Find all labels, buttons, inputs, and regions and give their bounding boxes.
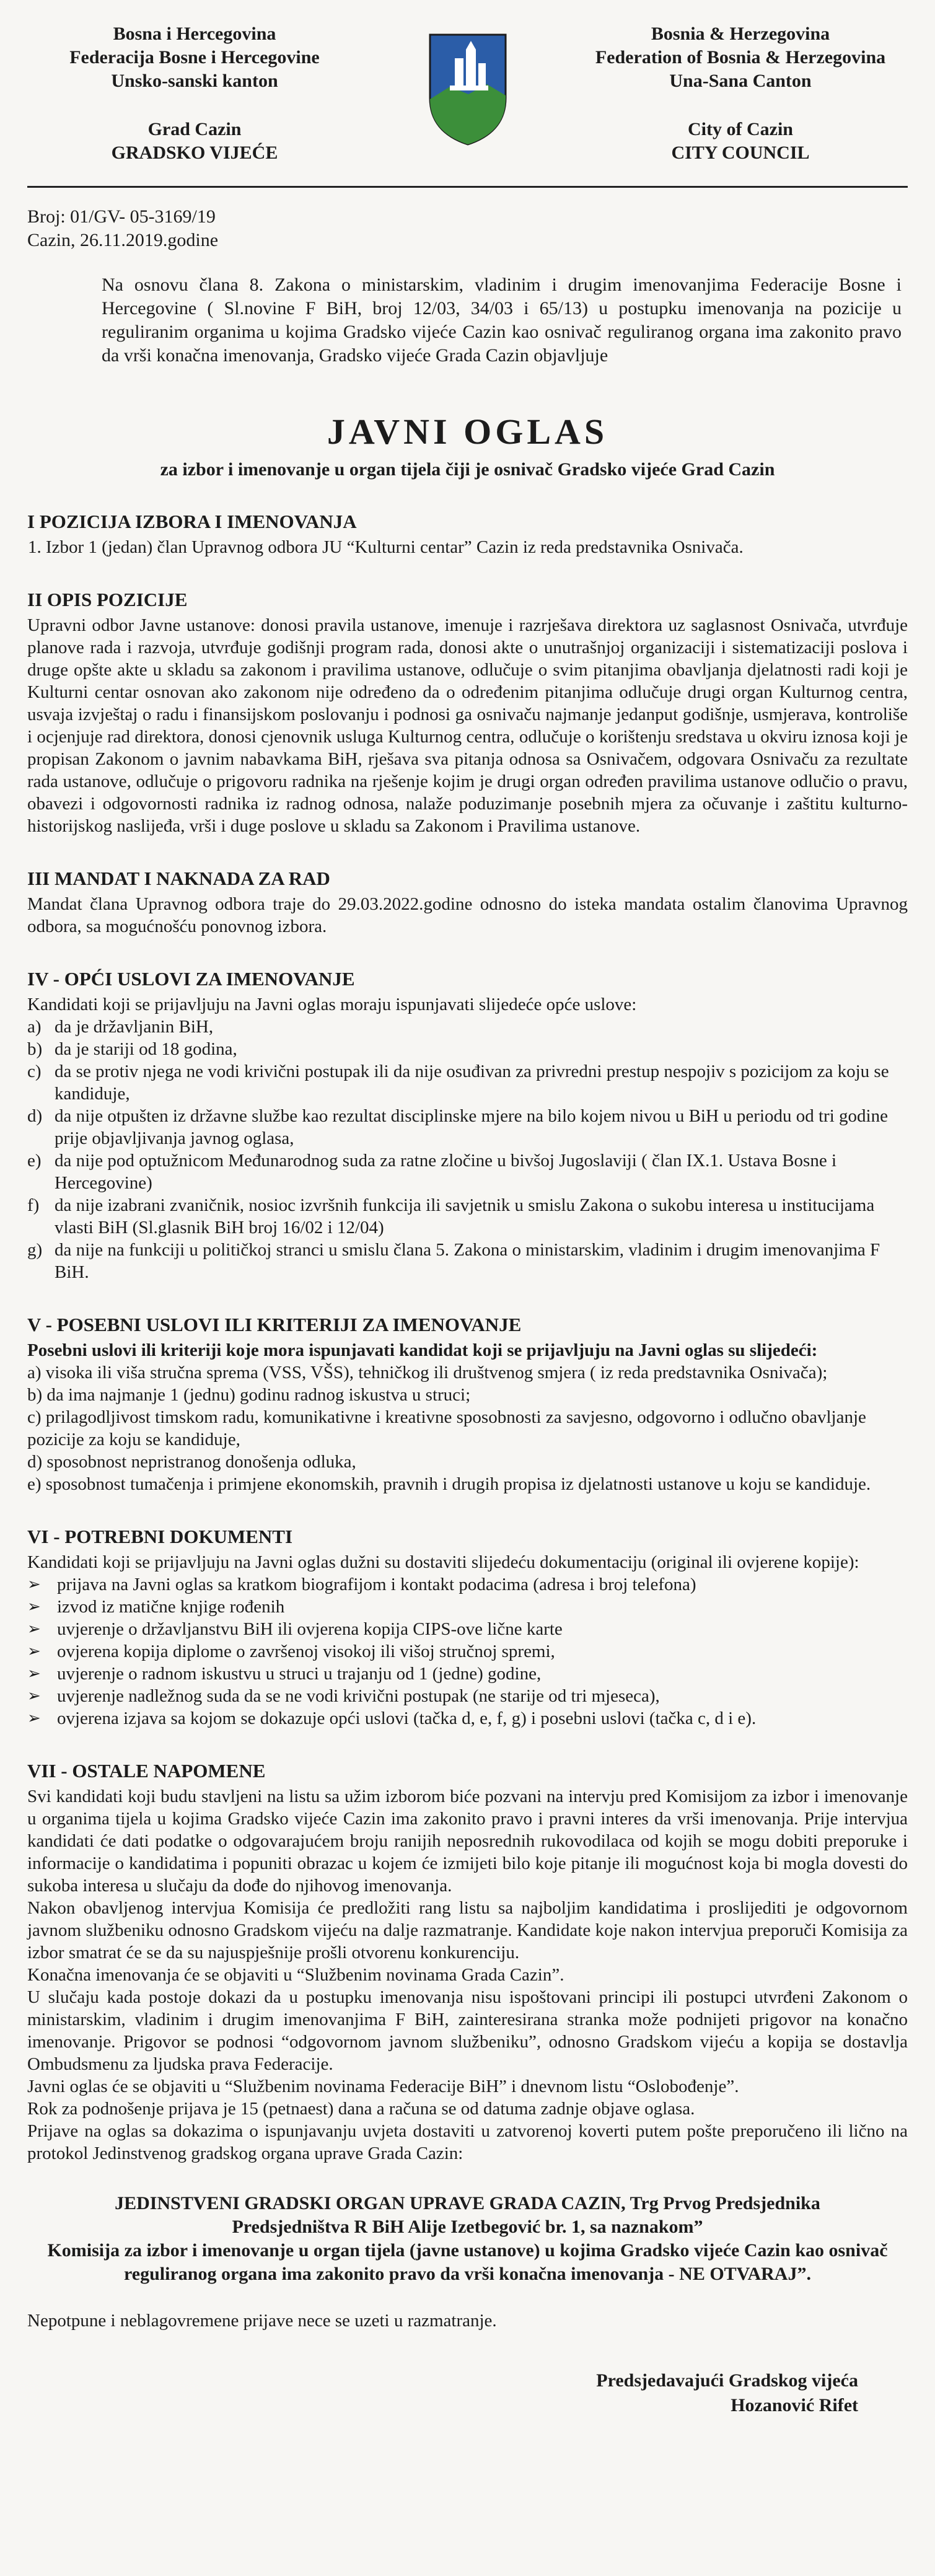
list-item bbox=[27, 1150, 908, 1194]
header-left-line: Unsko-sanski kanton bbox=[111, 71, 278, 91]
header-left-line: Bosna i Hercegovina bbox=[113, 24, 276, 44]
description-text: Upravni odbor Javne ustanove: donosi pravila ustanove, imenuje i razrješava direktora uz saglasnost Osnivača, utvrđuje planove rada i razvoja, utvrđuje godišnji program rada, donosi akte o unutrašnjoj organizaciji i sistematizaciji poslova i druge opšte akte u skladu sa zakonom i pravilima ustanove, odlučuje o svim pitanjima obavljanja djelatnosti radi koji je Kulturni centar osnovan ako zakonom nije određeno da o određenim pitanjima odlučuje drugi organ Kulturnog centra, usvaja izvještaj o radu i finansijskom poslovanju i podnosi ga osnivaču najmanje jedanput godišnje, usmjerava, kontroliše i ocjenjuje rad direktora, donosi cjenovnik usluga Kulturnog centra, odlučuje o korištenju sredstava u okviru iznosa koji je propisan Zakonom o javnim nabavkama BiH, rješava sva pitanja odnosa sa Osnivačem, odgovara Osnivaču za rezultate rada ustanove, odlučuje o prigovoru radnika na rješenje kojim je drugi organ određen pravilima ustanove odlučio o pravu, obavezi i odgovornosti radnika iz radnog odnosa, nalaže poduzimanje posebnih mjera za očuvanje i zaštitu kulturno-historijskog naslijeđa, vrši i duge poslove u skladu sa Zakonom i Pravilima ustanove. bbox=[27, 615, 908, 836]
header-left-council: GRADSKO VIJEĆE bbox=[111, 143, 278, 163]
submission-address bbox=[27, 2192, 908, 2286]
list-item: 1. Izbor 1 (jedan) član Upravnog odbora JU “Kulturni centar” Cazin iz reda predstavnika Osnivača. bbox=[46, 536, 908, 558]
list-item bbox=[27, 1194, 908, 1239]
letterhead bbox=[27, 19, 908, 188]
section-position bbox=[27, 510, 908, 558]
list-item bbox=[27, 1640, 908, 1663]
signatory-name: Hozanović Rifet bbox=[731, 2395, 858, 2416]
position-list bbox=[27, 536, 908, 558]
special-conditions-lead: Posebni uslovi ili kriteriji koje mora ispunjavati kandidat koji se prijavljuju na Javni oglas su slijedeći: bbox=[27, 1340, 818, 1360]
list-item bbox=[27, 1038, 908, 1060]
address-line: Predsjedništva R BiH Alije Izetbegović br. 1, sa naznakom” bbox=[232, 2217, 703, 2237]
header-right-line: Bosnia & Herzegovina bbox=[651, 24, 830, 44]
letterhead-left bbox=[27, 19, 362, 165]
arrow-bullet-icon: ➢ bbox=[27, 1709, 41, 1727]
section-heading: I POZICIJA IZBORA I IMENOVANJA bbox=[27, 511, 357, 532]
list-item bbox=[27, 1573, 908, 1596]
letterhead-right bbox=[573, 19, 908, 165]
final-note: Nepotpune i neblagovremene prijave nece se uzeti u razmatranje. bbox=[27, 2311, 497, 2331]
item-letter: c) bbox=[27, 1062, 42, 1081]
list-item: d) sposobnost nepristranog donošenja odluka, bbox=[27, 1452, 356, 1472]
section-heading: III MANDAT I NAKNADA ZA RAD bbox=[27, 868, 330, 889]
header-left-city bbox=[27, 118, 362, 165]
item-text: da nije pod optužnicom Međunarodnog suda za ratne zločine u bivšoj Jugoslaviji ( član IX.1. Ustava Bosne i Hercegovine) bbox=[55, 1151, 837, 1193]
list-item bbox=[27, 1596, 908, 1618]
list-item bbox=[27, 1663, 908, 1685]
announcement-title: JAVNI OGLAS bbox=[327, 411, 608, 452]
item-letter: a) bbox=[27, 1017, 42, 1037]
item-text: ovjerena izjava sa kojom se dokazuje opći uslovi (tačka d, e, f, g) i posebni uslovi (tačka c, d i e). bbox=[57, 1708, 757, 1728]
section-documents bbox=[27, 1525, 908, 1730]
city-crest-logo bbox=[425, 30, 511, 147]
section-other-notes bbox=[27, 1759, 908, 2165]
section-heading: IV - OPĆI USLOVI ZA IMENOVANJE bbox=[27, 968, 355, 990]
item-text: da je stariji od 18 godina, bbox=[55, 1039, 237, 1059]
address-line: JEDINSTVENI GRADSKI ORGAN UPRAVE GRADA CAZIN, Trg Prvog Predsjednika bbox=[115, 2193, 820, 2213]
item-letter: b) bbox=[27, 1039, 43, 1059]
arrow-bullet-icon: ➢ bbox=[27, 1664, 41, 1682]
header-left-city-name: Grad Cazin bbox=[147, 119, 242, 139]
notes-paragraph: U slučaju kada postoje dokazi da u postupku imenovanja nisu ispoštovani principi ili postupci utvrđeni Zakonom o ministarskim, vladinim i drugim imenovanjima F BiH, zainteresirana stranka može podnijeti prigovor na konačno imenovanje. Prigovor se podnosi “odgovornom javnom službeniku”, odnosno Gradskom vijeću a kopija se dostavlja Ombudsmenu za ljudska prava Federacije. bbox=[27, 1987, 908, 2074]
arrow-bullet-icon: ➢ bbox=[27, 1687, 41, 1705]
general-conditions-list bbox=[27, 1016, 908, 1283]
notes-paragraph: Konačna imenovanja će se objaviti u “Službenim novinama Grada Cazin”. bbox=[27, 1965, 564, 1985]
item-letter: d) bbox=[27, 1106, 43, 1126]
section-mandate bbox=[27, 867, 908, 938]
header-left-line: Federacija Bosne i Hercegovine bbox=[69, 47, 320, 68]
item-text: ovjerena kopija diplome o završenoj visokoj ili višoj stručnoj spremi, bbox=[57, 1642, 555, 1661]
list-item bbox=[27, 1618, 908, 1640]
documents-lead: Kandidati koji se prijavljuju na Javni oglas dužni su dostaviti slijedeću dokumentaciju (original ili ovjerene kopije): bbox=[27, 1552, 859, 1572]
section-heading: V - POSEBNI USLOVI ILI KRITERIJI ZA IMENOVANJE bbox=[27, 1314, 522, 1335]
documents-list bbox=[27, 1573, 908, 1730]
notes-paragraph: Rok za podnošenje prijava je 15 (petnaest) dana a računa se od datuma zadnje objave oglasa. bbox=[27, 2099, 695, 2119]
item-text: da nije otpušten iz državne službe kao rezultat disciplinske mjere na bilo kojem nivou u BiH u periodu od tri godine prije objavljivanja javnog oglasa, bbox=[55, 1106, 888, 1148]
item-text: da se protiv njega ne vodi krivični postupak ili da nije osuđivan za privredni prestup nespojiv s pozicijom za koju se kandiduje, bbox=[55, 1062, 889, 1104]
item-letter: g) bbox=[27, 1240, 43, 1260]
list-item bbox=[27, 1016, 908, 1038]
signatory-title: Predsjedavajući Gradskog vijeća bbox=[596, 2370, 858, 2391]
notes-paragraph: Javni oglas će se objaviti u “Službenim novinama Federacije BiH” i dnevnom listu “Oslobođenje”. bbox=[27, 2077, 739, 2096]
list-item: a) visoka ili viša stručna sprema (VSS, VŠS), tehničkog ili društvenog smjera ( iz reda predstavnika Osnivača); bbox=[27, 1363, 828, 1383]
list-item: b) da ima najmanje 1 (jednu) godinu radnog iskustva u struci; bbox=[27, 1385, 471, 1405]
item-letter: e) bbox=[27, 1151, 42, 1171]
notes-paragraph: Nakon obavljenog intervjua Komisija će predložiti rang listu sa najboljim kandidatima i proslijediti je odgovornom javnom službeniku odnosno Gradskom vijeću na dalje razmatranje. Kandidate koje nakon intervjua preporuči Komisija za izbor smatrat će se da su najuspješnije prošli otvorenu konkurenciju. bbox=[27, 1898, 908, 1963]
section-heading: VI - POTREBNI DOKUMENTI bbox=[27, 1526, 293, 1547]
header-right-line: Una-Sana Canton bbox=[669, 71, 812, 91]
item-text: da nije na funkciji u političkoj stranci u smislu člana 5. Zakona o ministarskim, vladinim i drugim imenovanjima F BiH. bbox=[55, 1240, 880, 1282]
list-item bbox=[27, 1060, 908, 1105]
item-text: prijava na Javni oglas sa kratkom biografijom i kontakt podacima (adresa i broj telefona) bbox=[57, 1575, 696, 1594]
section-special-conditions bbox=[27, 1313, 908, 1495]
document-date: Cazin, 26.11.2019.godine bbox=[27, 230, 219, 250]
item-text: da je državljanin BiH, bbox=[55, 1017, 214, 1037]
list-item bbox=[27, 1707, 908, 1730]
header-right-city-name: City of Cazin bbox=[688, 119, 793, 139]
header-right-city bbox=[573, 118, 908, 165]
item-text: da nije izabrani zvaničnik, nosioc izvršnih funkcija ili savjetnik u smislu Zakona o sukobu interesa u institucijama vlasti BiH (Sl.glasnik BiH broj 16/02 i 12/04) bbox=[55, 1195, 875, 1237]
document-meta bbox=[27, 205, 908, 252]
item-text: izvod iz matične knjige rođenih bbox=[57, 1597, 285, 1617]
general-conditions-lead: Kandidati koji se prijavljuju na Javni oglas moraju ispunjavati slijedeće opće uslove: bbox=[27, 995, 637, 1014]
notes-paragraph: Svi kandidati koji budu stavljeni na listu sa užim izborom biće pozvani na intervju pred Komisijom za izbor i imenovanje u organima tijela u kojima Gradsko vijeće Cazin ima zakonito pravo i pravni interes da vrši imenovanja. Prije intervjua kandidati će dati podatke o odgovarajućem broju ranijih neposrednih rukovodilaca od kojih se mogu dobiti preporuke i informacije o kandidatima i popuniti obrazac u kojem će izmijeti bilo koje pitanje ili mogućnost koja bi mogla dovesti do sukoba interesa u slučaju da dođe do njihovog imenovanja. bbox=[27, 1787, 908, 1896]
list-item bbox=[27, 1105, 908, 1150]
document-number: Broj: 01/GV- 05-3169/19 bbox=[27, 206, 216, 227]
address-line: Komisija za izbor i imenovanje u organ tijela (javne ustanove) u kojima Gradsko vijeće Cazin kao osnivač reguliranog organa ima zakonito pravo da vrši konačna imenovanja - NE OTVARAJ”. bbox=[47, 2240, 888, 2284]
arrow-bullet-icon: ➢ bbox=[27, 1620, 41, 1638]
item-text: uvjerenje o radnom iskustvu u struci u trajanju od 1 (jedne) godine, bbox=[57, 1664, 542, 1684]
signature-block bbox=[27, 2368, 908, 2418]
section-heading: II OPIS POZICIJE bbox=[27, 589, 188, 610]
arrow-bullet-icon: ➢ bbox=[27, 1575, 41, 1593]
list-item: e) sposobnost tumačenja i primjene ekonomskih, pravnih i drugih propisa iz djelatnosti ustanove u koju se kandiduje. bbox=[27, 1474, 871, 1494]
arrow-bullet-icon: ➢ bbox=[27, 1642, 41, 1660]
intro-paragraph: Na osnovu člana 8. Zakona o ministarskim, vladinim i drugim imenovanjima Federacije Bosne i Hercegovine ( Sl.novine F BiH, broj 12/03, 34/03 i 65/13) u postupku imenovanja na pozicije u reguliranim organima u kojima Gradsko vijeće Cazin kao osnivač reguliranog organa ima zakonito pravo da vrši konačna imenovanja, Gradsko vijeće Grada Cazin objavljuje bbox=[102, 275, 902, 366]
item-text: uvjerenje nadležnog suda da se ne vodi krivični postupak (ne starije od tri mjeseca), bbox=[57, 1686, 660, 1706]
item-letter: f) bbox=[27, 1195, 40, 1215]
section-description bbox=[27, 588, 908, 837]
section-heading: VII - OSTALE NAPOMENE bbox=[27, 1760, 266, 1782]
header-right-council: CITY COUNCIL bbox=[671, 143, 810, 163]
announcement-subtitle: za izbor i imenovanje u organ tijela čiji je osnivač Gradsko vijeće Grad Cazin bbox=[160, 459, 775, 480]
header-right-line: Federation of Bosnia & Herzegovina bbox=[595, 47, 886, 68]
list-item bbox=[27, 1239, 908, 1283]
section-general-conditions bbox=[27, 967, 908, 1283]
notes-paragraph: Prijave na oglas sa dokazima o ispunjavanju uvjeta dostaviti u zatvorenoj koverti putem pošte preporučeno ili lično na protokol Jedinstvenog gradskog organa uprave Grada Cazin: bbox=[27, 2121, 908, 2163]
mandate-text: Mandat člana Upravnog odbora traje do 29.03.2022.godine odnosno do isteka mandata ostalim članovima Upravnog odbora, sa mogućnošću ponovnog izbora. bbox=[27, 894, 908, 936]
arrow-bullet-icon: ➢ bbox=[27, 1598, 41, 1615]
list-item bbox=[27, 1685, 908, 1707]
item-text: uvjerenje o državljanstvu BiH ili ovjerena kopija CIPS-ove lične karte bbox=[57, 1619, 563, 1639]
list-item: c) prilagodljivost timskom radu, komunikativne i kreativne sposobnosti za savjesno, odgovorno i odlučno obavljanje pozicije za koju se kandiduje, bbox=[27, 1407, 866, 1449]
